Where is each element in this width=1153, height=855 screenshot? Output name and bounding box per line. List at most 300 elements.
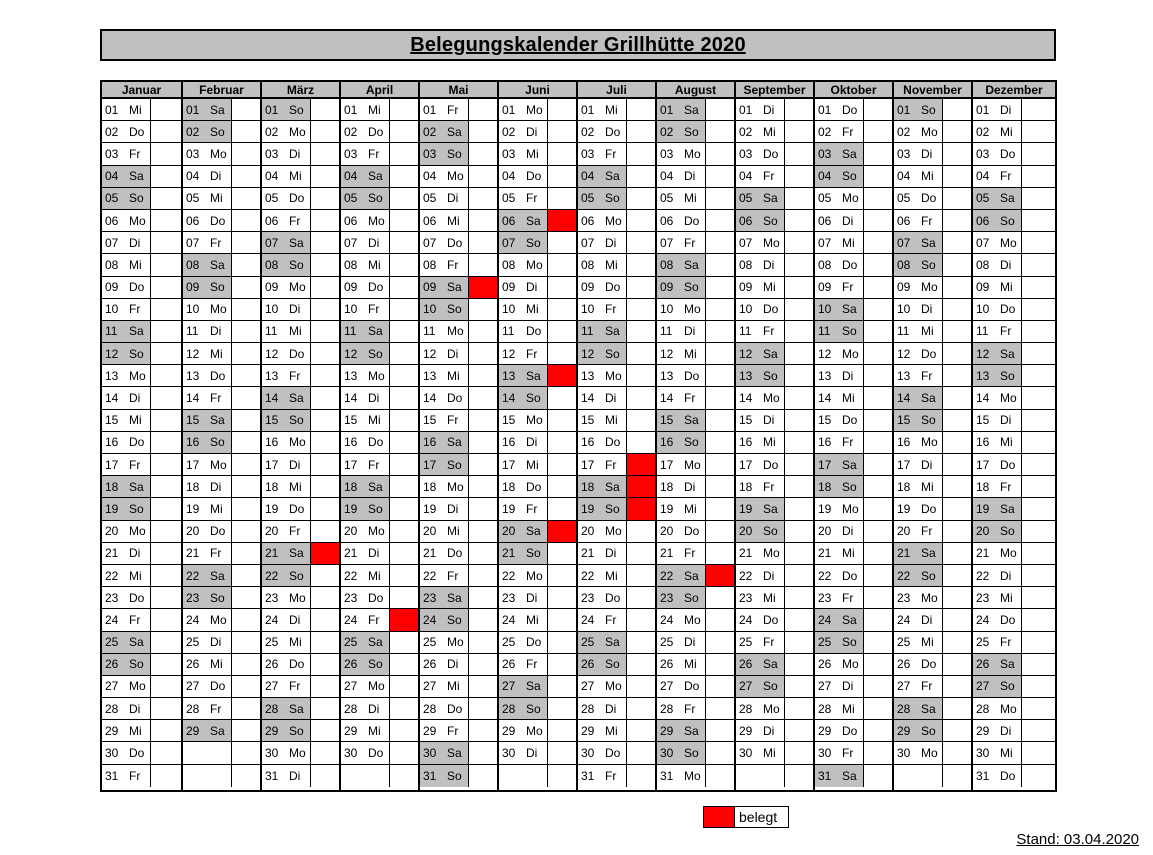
day-row bbox=[341, 387, 418, 409]
day-number: 27 bbox=[739, 679, 753, 694]
weekday-abbr: Sa bbox=[210, 102, 225, 117]
booking-status-cell bbox=[785, 277, 813, 298]
booking-status-cell bbox=[706, 632, 734, 653]
day-number: 03 bbox=[265, 146, 279, 161]
day-row bbox=[341, 365, 418, 387]
day-number: 28 bbox=[660, 701, 674, 716]
day-number: 21 bbox=[581, 546, 595, 561]
weekday-abbr: Mo bbox=[605, 679, 622, 694]
day-row bbox=[102, 521, 181, 543]
day-label bbox=[973, 143, 1022, 164]
day-row bbox=[262, 632, 339, 654]
day-number: 13 bbox=[265, 368, 279, 383]
booking-status-cell bbox=[627, 565, 655, 586]
booking-status-cell bbox=[390, 454, 418, 475]
day-number: 21 bbox=[660, 546, 674, 561]
day-number: 22 bbox=[976, 568, 990, 583]
day-row bbox=[420, 166, 497, 188]
weekday-abbr: So bbox=[368, 346, 383, 361]
day-row bbox=[102, 277, 181, 299]
booking-status-cell bbox=[548, 676, 576, 697]
weekday-abbr: Sa bbox=[684, 102, 699, 117]
day-number: 02 bbox=[739, 124, 753, 139]
day-label bbox=[657, 720, 706, 741]
day-number: 12 bbox=[105, 346, 119, 361]
day-label bbox=[420, 99, 469, 120]
weekday-abbr: Do bbox=[842, 413, 858, 428]
day-label bbox=[578, 742, 627, 763]
day-row bbox=[973, 765, 1055, 787]
day-label bbox=[183, 676, 232, 697]
day-number: 16 bbox=[818, 435, 832, 450]
day-row bbox=[736, 609, 813, 631]
day-row bbox=[341, 232, 418, 254]
day-number: 29 bbox=[818, 723, 832, 738]
day-row bbox=[894, 698, 971, 720]
weekday-abbr: Di bbox=[289, 146, 301, 161]
day-row bbox=[102, 765, 181, 787]
booking-status-cell bbox=[943, 143, 971, 164]
weekday-abbr: Di bbox=[129, 391, 141, 406]
day-number: 18 bbox=[976, 479, 990, 494]
day-number: 09 bbox=[581, 280, 595, 295]
day-label bbox=[183, 720, 232, 741]
day-label bbox=[341, 188, 390, 209]
weekday-abbr: Mi bbox=[763, 590, 776, 605]
weekday-abbr: Mo bbox=[1000, 701, 1017, 716]
day-row bbox=[420, 299, 497, 321]
day-number: 09 bbox=[423, 280, 437, 295]
day-row bbox=[499, 654, 576, 676]
day-label bbox=[499, 210, 548, 231]
weekday-abbr: Mi bbox=[921, 169, 934, 184]
booking-status-cell bbox=[706, 343, 734, 364]
day-number: 05 bbox=[897, 191, 911, 206]
day-row bbox=[183, 121, 260, 143]
weekday-abbr: Mo bbox=[289, 435, 306, 450]
day-row bbox=[499, 676, 576, 698]
day-row bbox=[894, 410, 971, 432]
booking-status-cell bbox=[785, 143, 813, 164]
day-label bbox=[894, 698, 943, 719]
day-row bbox=[973, 143, 1055, 165]
day-row bbox=[657, 521, 734, 543]
day-label bbox=[341, 543, 390, 564]
day-label bbox=[578, 609, 627, 630]
day-row bbox=[736, 277, 813, 299]
day-label bbox=[973, 299, 1022, 320]
weekday-abbr: Mi bbox=[129, 723, 142, 738]
day-number: 13 bbox=[976, 368, 990, 383]
weekday-abbr: Sa bbox=[447, 590, 462, 605]
day-label bbox=[894, 432, 943, 453]
booking-status-cell bbox=[1022, 143, 1055, 164]
booking-status-cell bbox=[1022, 720, 1055, 741]
booking-status-cell bbox=[311, 632, 339, 653]
day-label bbox=[341, 365, 390, 386]
booking-status-cell bbox=[1022, 254, 1055, 275]
booking-status-cell bbox=[232, 720, 260, 741]
day-number: 14 bbox=[502, 391, 516, 406]
weekday-abbr: So bbox=[684, 590, 699, 605]
booking-status-cell bbox=[390, 476, 418, 497]
booking-status-cell bbox=[548, 498, 576, 519]
booking-status-cell bbox=[232, 609, 260, 630]
day-number: 15 bbox=[105, 413, 119, 428]
weekday-abbr: Di bbox=[129, 235, 141, 250]
booking-status-cell bbox=[1022, 565, 1055, 586]
day-label bbox=[578, 720, 627, 741]
day-number: 01 bbox=[660, 102, 674, 117]
weekday-abbr: Sa bbox=[842, 457, 857, 472]
day-number: 14 bbox=[818, 391, 832, 406]
day-label bbox=[420, 432, 469, 453]
day-row bbox=[894, 277, 971, 299]
day-number: 04 bbox=[186, 169, 200, 184]
weekday-abbr: Do bbox=[526, 169, 542, 184]
weekday-abbr: Do bbox=[684, 524, 700, 539]
day-row bbox=[102, 609, 181, 631]
day-label bbox=[736, 476, 785, 497]
weekday-abbr: Do bbox=[129, 435, 145, 450]
booking-status-cell bbox=[311, 742, 339, 763]
day-number: 09 bbox=[186, 280, 200, 295]
day-row bbox=[262, 432, 339, 454]
day-number: 05 bbox=[502, 191, 516, 206]
day-row bbox=[657, 410, 734, 432]
day-row bbox=[578, 299, 655, 321]
booking-status-cell bbox=[390, 742, 418, 763]
booking-status-cell bbox=[232, 143, 260, 164]
day-row bbox=[420, 254, 497, 276]
day-label bbox=[815, 742, 864, 763]
day-label bbox=[578, 765, 627, 787]
day-row bbox=[183, 632, 260, 654]
day-number: 19 bbox=[105, 501, 119, 516]
booking-status-cell bbox=[469, 254, 497, 275]
day-label bbox=[102, 166, 151, 187]
weekday-abbr: Di bbox=[684, 479, 696, 494]
day-number: 02 bbox=[502, 124, 516, 139]
day-label bbox=[420, 365, 469, 386]
day-row bbox=[102, 742, 181, 764]
day-label bbox=[341, 166, 390, 187]
day-number: 18 bbox=[739, 479, 753, 494]
day-row bbox=[736, 365, 813, 387]
day-row bbox=[341, 188, 418, 210]
day-label bbox=[183, 99, 232, 120]
day-row bbox=[657, 765, 734, 787]
day-number: 30 bbox=[976, 746, 990, 761]
weekday-abbr: So bbox=[210, 435, 225, 450]
day-number: 25 bbox=[976, 635, 990, 650]
weekday-abbr: Do bbox=[368, 280, 384, 295]
day-row bbox=[973, 720, 1055, 742]
booking-status-cell bbox=[311, 232, 339, 253]
weekday-abbr: Fr bbox=[289, 368, 301, 383]
day-row bbox=[973, 654, 1055, 676]
day-row bbox=[815, 210, 892, 232]
booking-status-cell bbox=[469, 299, 497, 320]
booking-status-cell bbox=[1022, 742, 1055, 763]
booking-status-cell bbox=[627, 765, 655, 787]
weekday-abbr: Fr bbox=[368, 612, 380, 627]
day-row bbox=[341, 166, 418, 188]
booking-status-cell bbox=[785, 720, 813, 741]
day-row bbox=[973, 454, 1055, 476]
day-row bbox=[657, 454, 734, 476]
day-label bbox=[420, 454, 469, 475]
day-label bbox=[736, 232, 785, 253]
day-row bbox=[183, 565, 260, 587]
weekday-abbr: Fr bbox=[210, 235, 222, 250]
weekday-abbr: Mo bbox=[842, 346, 859, 361]
day-row bbox=[102, 432, 181, 454]
weekday-abbr: Do bbox=[684, 368, 700, 383]
day-row bbox=[578, 565, 655, 587]
day-row bbox=[815, 609, 892, 631]
weekday-abbr: Sa bbox=[1000, 657, 1015, 672]
day-label bbox=[815, 432, 864, 453]
legend-booked-swatch bbox=[704, 807, 735, 827]
weekday-abbr: Mo bbox=[289, 590, 306, 605]
weekday-abbr: Do bbox=[1000, 768, 1016, 783]
day-number: 13 bbox=[818, 368, 832, 383]
day-row bbox=[262, 166, 339, 188]
day-number: 07 bbox=[660, 235, 674, 250]
day-number: 31 bbox=[660, 768, 674, 783]
booking-status-cell bbox=[151, 188, 181, 209]
day-number: 24 bbox=[818, 612, 832, 627]
day-number: 06 bbox=[976, 213, 990, 228]
month-header: Dezember bbox=[973, 82, 1055, 99]
weekday-abbr: Mi bbox=[1000, 590, 1013, 605]
booking-status-cell bbox=[548, 632, 576, 653]
day-row bbox=[815, 654, 892, 676]
day-number: 30 bbox=[423, 746, 437, 761]
day-row bbox=[815, 587, 892, 609]
day-number: 13 bbox=[502, 368, 516, 383]
day-number: 15 bbox=[818, 413, 832, 428]
day-row bbox=[973, 609, 1055, 631]
day-row bbox=[341, 299, 418, 321]
day-number: 05 bbox=[265, 191, 279, 206]
booking-status-cell bbox=[311, 432, 339, 453]
day-number: 17 bbox=[423, 457, 437, 472]
booking-status-cell bbox=[627, 454, 655, 475]
day-number: 23 bbox=[186, 590, 200, 605]
day-row bbox=[183, 720, 260, 742]
weekday-abbr: Sa bbox=[447, 124, 462, 139]
weekday-abbr: Do bbox=[1000, 612, 1016, 627]
booking-status-cell bbox=[151, 565, 181, 586]
weekday-abbr: So bbox=[763, 524, 778, 539]
weekday-abbr: Fr bbox=[526, 191, 538, 206]
day-number: 20 bbox=[739, 524, 753, 539]
weekday-abbr: So bbox=[605, 657, 620, 672]
day-number: 18 bbox=[660, 479, 674, 494]
day-number: 24 bbox=[105, 612, 119, 627]
day-number: 23 bbox=[344, 590, 358, 605]
day-row bbox=[578, 587, 655, 609]
day-number: 07 bbox=[265, 235, 279, 250]
day-number: 08 bbox=[818, 257, 832, 272]
day-label bbox=[420, 277, 469, 298]
day-row bbox=[262, 521, 339, 543]
day-row bbox=[894, 321, 971, 343]
booking-status-cell bbox=[706, 387, 734, 408]
day-label bbox=[420, 232, 469, 253]
day-row bbox=[262, 609, 339, 631]
day-number: 09 bbox=[818, 280, 832, 295]
day-row bbox=[894, 188, 971, 210]
day-label bbox=[420, 498, 469, 519]
day-row bbox=[657, 742, 734, 764]
weekday-abbr: Mi bbox=[210, 501, 223, 516]
booking-status-cell bbox=[943, 321, 971, 342]
day-number: 24 bbox=[660, 612, 674, 627]
day-number: 05 bbox=[423, 191, 437, 206]
booking-status-cell bbox=[548, 321, 576, 342]
day-label bbox=[499, 498, 548, 519]
booking-status-cell bbox=[390, 521, 418, 542]
day-number: 17 bbox=[976, 457, 990, 472]
day-number: 21 bbox=[897, 546, 911, 561]
weekday-abbr: Sa bbox=[605, 324, 620, 339]
day-number: 27 bbox=[976, 679, 990, 694]
day-row bbox=[736, 99, 813, 121]
booking-status-cell bbox=[151, 632, 181, 653]
day-number: 17 bbox=[265, 457, 279, 472]
day-row bbox=[657, 299, 734, 321]
day-label bbox=[420, 632, 469, 653]
day-label bbox=[499, 387, 548, 408]
booking-status-cell bbox=[627, 143, 655, 164]
weekday-abbr: Sa bbox=[605, 479, 620, 494]
day-label bbox=[183, 521, 232, 542]
day-label bbox=[183, 387, 232, 408]
day-number: 25 bbox=[423, 635, 437, 650]
day-number: 16 bbox=[660, 435, 674, 450]
day-number: 20 bbox=[265, 524, 279, 539]
day-number: 27 bbox=[186, 679, 200, 694]
weekday-abbr: Di bbox=[842, 524, 854, 539]
weekday-abbr: Mo bbox=[684, 457, 701, 472]
booking-status-cell bbox=[151, 343, 181, 364]
booking-status-cell bbox=[864, 543, 892, 564]
day-label bbox=[894, 498, 943, 519]
day-row bbox=[894, 99, 971, 121]
weekday-abbr: Di bbox=[210, 169, 222, 184]
booking-status-cell bbox=[311, 698, 339, 719]
legend bbox=[703, 806, 789, 828]
day-row bbox=[341, 343, 418, 365]
day-label bbox=[736, 609, 785, 630]
day-number: 01 bbox=[265, 102, 279, 117]
booking-status-cell bbox=[785, 543, 813, 564]
day-row bbox=[815, 365, 892, 387]
booking-status-cell bbox=[785, 387, 813, 408]
day-row bbox=[815, 720, 892, 742]
booking-status-cell bbox=[943, 121, 971, 142]
day-row bbox=[102, 454, 181, 476]
day-number: 28 bbox=[423, 701, 437, 716]
weekday-abbr: Sa bbox=[526, 524, 541, 539]
day-label bbox=[815, 299, 864, 320]
day-label bbox=[894, 654, 943, 675]
booking-status-cell bbox=[943, 188, 971, 209]
booking-status-cell bbox=[548, 765, 576, 787]
day-label bbox=[183, 742, 232, 763]
day-number: 27 bbox=[423, 679, 437, 694]
weekday-abbr: Sa bbox=[368, 635, 383, 650]
day-label bbox=[341, 277, 390, 298]
weekday-abbr: So bbox=[447, 457, 462, 472]
day-row bbox=[183, 232, 260, 254]
day-number: 10 bbox=[344, 302, 358, 317]
day-row bbox=[420, 365, 497, 387]
day-row bbox=[657, 720, 734, 742]
day-number: 26 bbox=[581, 657, 595, 672]
day-row bbox=[183, 210, 260, 232]
day-row bbox=[499, 166, 576, 188]
booking-status-cell bbox=[232, 432, 260, 453]
booking-status-cell bbox=[706, 498, 734, 519]
day-label bbox=[657, 254, 706, 275]
day-label bbox=[736, 143, 785, 164]
day-number: 26 bbox=[976, 657, 990, 672]
day-number: 12 bbox=[423, 346, 437, 361]
day-row bbox=[973, 99, 1055, 121]
weekday-abbr: Sa bbox=[447, 746, 462, 761]
weekday-abbr: Fr bbox=[1000, 635, 1012, 650]
weekday-abbr: Mi bbox=[289, 324, 302, 339]
day-number: 15 bbox=[581, 413, 595, 428]
day-number: 17 bbox=[897, 457, 911, 472]
day-row bbox=[183, 698, 260, 720]
day-row bbox=[262, 676, 339, 698]
day-row bbox=[736, 632, 813, 654]
booking-status-cell bbox=[311, 143, 339, 164]
day-label bbox=[262, 543, 311, 564]
booking-status-cell bbox=[390, 410, 418, 431]
calendar-grid bbox=[100, 80, 1057, 792]
day-label bbox=[262, 387, 311, 408]
weekday-abbr: Do bbox=[1000, 457, 1016, 472]
day-row bbox=[736, 654, 813, 676]
day-number: 20 bbox=[105, 524, 119, 539]
booking-status-cell bbox=[943, 676, 971, 697]
booking-status-cell bbox=[390, 565, 418, 586]
day-number: 05 bbox=[105, 191, 119, 206]
day-label bbox=[578, 143, 627, 164]
weekday-abbr: Mo bbox=[526, 413, 543, 428]
booking-status-cell bbox=[151, 676, 181, 697]
weekday-abbr: Sa bbox=[210, 257, 225, 272]
booking-status-cell bbox=[469, 565, 497, 586]
day-row bbox=[341, 609, 418, 631]
day-row bbox=[657, 609, 734, 631]
day-number: 10 bbox=[976, 302, 990, 317]
weekday-abbr: Mi bbox=[921, 635, 934, 650]
day-row bbox=[499, 321, 576, 343]
legend-label: belegt bbox=[739, 809, 778, 825]
day-number: 14 bbox=[581, 391, 595, 406]
weekday-abbr: Mi bbox=[526, 457, 539, 472]
booking-status-cell bbox=[469, 121, 497, 142]
day-number: 08 bbox=[739, 257, 753, 272]
booking-status-cell bbox=[706, 166, 734, 187]
